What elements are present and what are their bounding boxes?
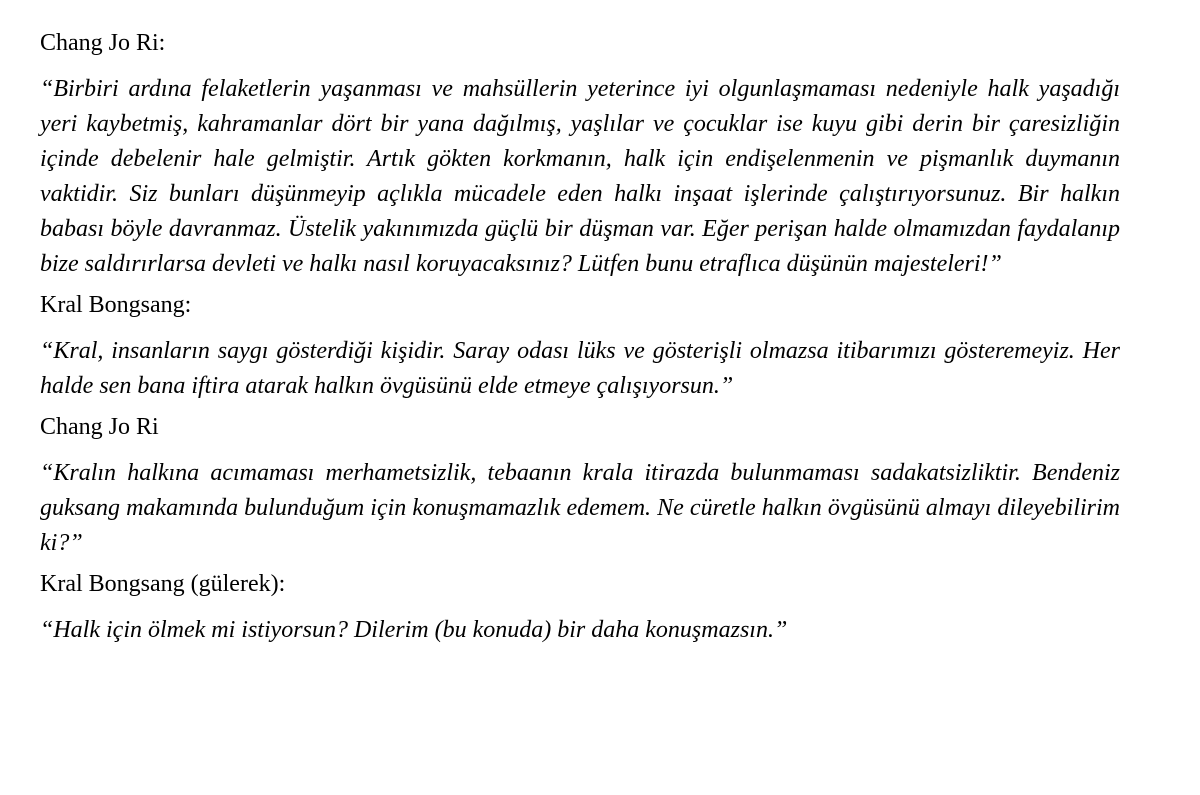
dialogue-block-1 (40, 28, 1120, 282)
speaker-name: Kral Bongsang (gülerek): (40, 571, 286, 597)
dialogue-block-4 (40, 569, 1120, 648)
dialogue-quote: “Kral, insanların saygı gösterdiği kişidir. Saray odası lüks ve gösterişli olmazsa itibarımızı gösteremeyiz. Her halde sen bana iftira atarak halkın övgüsünü elde etmeye çalışıyorsun.” (40, 338, 1120, 399)
dialogue-quote: “Kralın halkına acımaması merhametsizlik, tebaanın krala itirazda bulunmaması sadakatsizliktir. Bendeniz guksang makamında bulunduğum için konuşmamazlık edemem. Ne cüretle halkın övgüsünü almayı dileyebilirim ki?” (40, 460, 1120, 556)
dialogue-quote: “Halk için ölmek mi istiyorsun? Dilerim (bu konuda) bir daha konuşmazsın.” (40, 617, 788, 643)
speaker-name: Chang Jo Ri: (40, 30, 166, 56)
speaker-name: Kral Bongsang: (40, 292, 192, 318)
speaker-name: Chang Jo Ri (40, 414, 159, 440)
dialogue-block-2 (40, 290, 1120, 404)
dialogue-block-3 (40, 412, 1120, 561)
dialogue-quote: “Birbiri ardına felaketlerin yaşanması ve mahsüllerin yeterince iyi olgunlaşmaması nedeniyle halk yaşadığı yeri kaybetmiş, kahramanlar dört bir yana dağılmış, yaşlılar ve çocuklar ise kuyu gibi derin bir çaresizliğin içinde debelenir hale gelmiştir. Artık gökten korkmanın, halk için endişelenmenin ve pişmanlık duymanın vaktidir. Siz bunları düşünmeyip açlıkla mücadele eden halkı inşaat işlerinde çalıştırıyorsunuz. Bir halkın babası böyle davranmaz. Üstelik yakınımızda güçlü bir düşman var. Eğer perişan halde olmamızdan faydalanıp bize saldırırlarsa devleti ve halkı nasıl koruyacaksınız? Lütfen bunu etraflıca düşünün majesteleri!” (40, 76, 1120, 277)
